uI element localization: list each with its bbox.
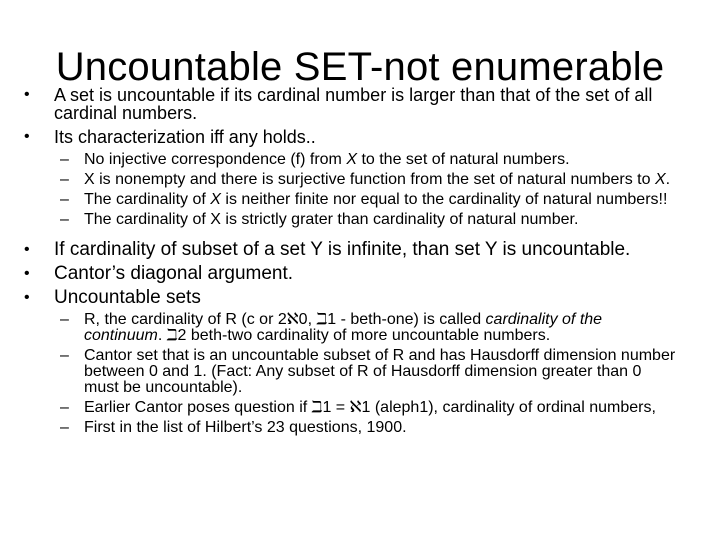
sub-item-italic: cardinality of the continuum [84, 311, 603, 344]
sub-item-text: . ℶ2 beth-two cardinality of more uncountable numbers. [157, 327, 551, 344]
sub-item-text: is neither finite nor equal to the cardinality of natural numbers!! [220, 191, 668, 208]
dash-marker: – [60, 311, 69, 328]
dash-marker: – [60, 191, 69, 208]
sub-item [0, 420, 720, 436]
bullet-item [0, 86, 720, 122]
sub-item-text: Cantor set that is an uncountable subset of R and has Hausdorff dimension number between 0 and 1. (Fact: Any subset of R of Hausdorff dimension greater than 0 must be uncountable). [84, 347, 676, 396]
bullet-marker: • [24, 86, 30, 103]
bullet-text: Its characterization iff any holds.. [54, 127, 316, 147]
dash-marker: – [60, 171, 69, 188]
sub-item-text: Earlier Cantor poses question if ℶ1 = ℵ1 (aleph1), cardinality of ordinal numbers, [84, 399, 656, 416]
bullet-item [0, 264, 720, 284]
dash-marker: – [60, 211, 69, 228]
sub-item-text: X is nonempty and there is surjective function from the set of natural numbers to [84, 171, 655, 188]
bullet-text: A set is uncountable if its cardinal number is larger than that of the set of all cardinal numbers. [54, 85, 653, 123]
sub-item-text: to the set of natural numbers. [357, 151, 570, 168]
bullet-marker: • [24, 265, 30, 282]
dash-marker: – [60, 419, 69, 436]
dash-marker: – [60, 151, 69, 168]
dash-marker: – [60, 399, 69, 416]
bullet-marker: • [24, 128, 30, 145]
bullet-item [0, 288, 720, 308]
sub-item-italic: X [654, 171, 666, 188]
slide-body [0, 86, 720, 440]
dash-marker: – [60, 347, 69, 364]
sub-list-uncountable-sets [0, 312, 720, 436]
sub-item [0, 312, 720, 344]
bullet-marker: • [24, 289, 30, 306]
sub-item-text: First in the list of Hilbert’s 23 questions, 1900. [84, 419, 407, 436]
sub-item-text: R, the cardinality of R (c or 2ℵ0, ℶ1 - beth-one) is called [84, 311, 486, 328]
bullet-text: Uncountable sets [54, 287, 201, 308]
bullet-marker: • [24, 241, 30, 258]
sub-item [0, 192, 720, 208]
sub-list-characterization [0, 152, 720, 228]
sub-item-text: No injective correspondence (f) from [84, 151, 347, 168]
sub-item-text: The cardinality of X is strictly grater than cardinality of natural number. [84, 211, 579, 228]
sub-item-text: The cardinality of [84, 191, 211, 208]
sub-item [0, 152, 720, 168]
sub-item-italic: X [210, 191, 221, 208]
sub-item [0, 212, 720, 228]
sub-item [0, 400, 720, 416]
sub-item [0, 172, 720, 188]
sub-item-italic: X [346, 151, 357, 168]
bullet-text: If cardinality of subset of a set Y is infinite, than set Y is uncountable. [54, 239, 631, 260]
sub-item [0, 348, 720, 396]
sub-item-text: . [665, 171, 671, 188]
bullet-text: Cantor’s diagonal argument. [54, 263, 294, 284]
bullet-item [0, 240, 720, 260]
bullet-item [0, 128, 720, 146]
slide-title: Uncountable SET-not enumerable [55, 45, 665, 89]
